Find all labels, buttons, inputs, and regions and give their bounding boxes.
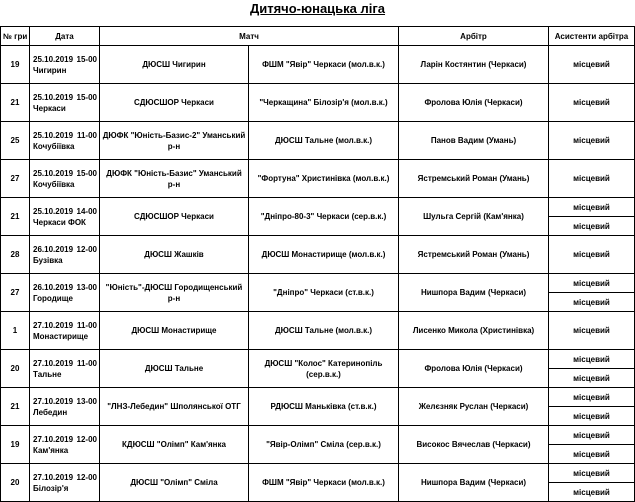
assistant-referee: місцевий [549,198,635,217]
game-number: 1 [1,312,30,350]
match-time: 12-00 [76,434,97,444]
away-team: ДЮСШ Монастирище (мол.в.к.) [249,236,399,274]
away-team: "Дніпро-80-3" Черкаси (сер.в.к.) [249,198,399,236]
match-date-cell [30,84,100,122]
away-team: "Дніпро" Черкаси (ст.в.к.) [249,274,399,312]
match-time: 13-00 [76,282,97,292]
home-team: КДЮСШ "Олімп" Кам'янка [100,426,249,464]
game-number: 25 [1,122,30,160]
match-date: 27.10.2019 [33,434,74,444]
table-row [1,312,635,350]
away-team: РДЮСШ Маньківка (ст.в.к.) [249,388,399,426]
schedule-table [0,26,635,502]
table-row [1,84,635,122]
match-place: Черкаси [33,103,66,113]
match-date: 27.10.2019 [33,472,74,482]
table-row [1,198,635,217]
match-place: Черкаси ФОК [33,217,86,227]
game-number: 20 [1,350,30,388]
header-num: № гри [1,27,30,46]
table-row [1,236,635,274]
referee: Фролова Юлія (Черкаси) [399,350,549,388]
header-match: Матч [100,27,399,46]
game-number: 27 [1,274,30,312]
home-team: ДЮФК "Юність-Базис-2" Уманський р-н [100,122,249,160]
game-number: 21 [1,198,30,236]
match-date-cell [30,388,100,426]
referee: Панов Вадим (Умань) [399,122,549,160]
away-team: "Явір-Олімп" Сміла (сер.в.к.) [249,426,399,464]
match-place: Чигирин [33,65,67,75]
assistant-referee: місцевий [549,369,635,388]
home-team: ДЮСШ Монастирище [100,312,249,350]
table-row [1,350,635,369]
assistant-referee: місцевий [549,350,635,369]
match-time: 12-00 [76,472,97,482]
match-date: 25.10.2019 [33,54,74,64]
away-team: ДЮСШ "Колос" Катеринопіль (сер.в.к.) [249,350,399,388]
match-date-cell [30,122,100,160]
header-referee: Арбітр [399,27,549,46]
table-row [1,122,635,160]
away-team: ДЮСШ Тальне (мол.в.к.) [249,312,399,350]
assistant-referee: місцевий [549,312,635,350]
referee: Ларін Костянтин (Черкаси) [399,46,549,84]
match-time: 13-00 [76,396,97,406]
match-date-cell [30,426,100,464]
match-date: 25.10.2019 [33,168,74,178]
home-team: ДЮСШ Чигирин [100,46,249,84]
referee: Ястремський Роман (Умань) [399,160,549,198]
page-title [0,0,635,20]
match-date: 25.10.2019 [33,130,74,140]
assistant-referee: місцевий [549,84,635,122]
match-time: 15-00 [76,92,97,102]
match-time: 14-00 [76,206,97,216]
home-team: ДЮСШ Тальне [100,350,249,388]
home-team: ДЮФК "Юність-Базис" Уманський р-н [100,160,249,198]
assistant-referee: місцевий [549,122,635,160]
match-date: 26.10.2019 [33,282,74,292]
game-number: 27 [1,160,30,198]
referee: Ястремський Роман (Умань) [399,236,549,274]
match-time: 11-00 [76,358,97,368]
assistant-referee: місцевий [549,274,635,293]
game-number: 19 [1,46,30,84]
match-date-cell [30,350,100,388]
assistant-referee: місцевий [549,236,635,274]
game-number: 20 [1,464,30,502]
match-place: Білозір'я [33,483,69,493]
match-place: Тальне [33,369,62,379]
assistant-referee: місцевий [549,388,635,407]
match-time: 11-00 [76,130,97,140]
match-date: 27.10.2019 [33,358,74,368]
assistant-referee: місцевий [549,445,635,464]
referee: Желєзняк Руслан (Черкаси) [399,388,549,426]
match-place: Бузівка [33,255,63,265]
home-team: "ЛНЗ-Лебедин" Шполянської ОТГ [100,388,249,426]
match-date-cell [30,236,100,274]
match-place: Городище [33,293,73,303]
table-row [1,46,635,84]
game-number: 28 [1,236,30,274]
match-place: Кам'янка [33,445,69,455]
assistant-referee: місцевий [549,46,635,84]
assistant-referee: місцевий [549,464,635,483]
match-time: 12-00 [76,244,97,254]
table-row [1,464,635,483]
match-time: 11-00 [76,320,97,330]
match-place: Кочубіївка [33,141,75,151]
away-team: "Черкащина" Білозір'я (мол.в.к.) [249,84,399,122]
referee: Нишпора Вадим (Черкаси) [399,464,549,502]
away-team: ФШМ "Явір" Черкаси (мол.в.к.) [249,46,399,84]
away-team: ДЮСШ Тальне (мол.в.к.) [249,122,399,160]
table-row [1,274,635,293]
match-date: 25.10.2019 [33,206,74,216]
home-team: ДЮСШ "Олімп" Сміла [100,464,249,502]
game-number: 19 [1,426,30,464]
match-date-cell [30,312,100,350]
table-row [1,388,635,407]
assistant-referee: місцевий [549,293,635,312]
referee: Високос Вячеслав (Черкаси) [399,426,549,464]
header-row [1,27,635,46]
assistant-referee: місцевий [549,426,635,445]
table-row [1,426,635,445]
away-team: ФШМ "Явір" Черкаси (мол.в.к.) [249,464,399,502]
match-date-cell [30,46,100,84]
referee: Нишпора Вадим (Черкаси) [399,274,549,312]
table-row [1,160,635,198]
match-date-cell [30,160,100,198]
match-time: 15-00 [76,54,97,64]
referee: Фролова Юлія (Черкаси) [399,84,549,122]
game-number: 21 [1,84,30,122]
match-place: Кочубіївка [33,179,75,189]
home-team: СДЮСШОР Черкаси [100,84,249,122]
referee: Лисенко Микола (Христинівка) [399,312,549,350]
title-text: Дитячо-юнацька ліга [249,1,386,16]
game-number: 21 [1,388,30,426]
referee: Шульга Сергій (Кам'янка) [399,198,549,236]
assistant-referee: місцевий [549,483,635,502]
match-date: 26.10.2019 [33,244,74,254]
schedule-body [1,46,635,502]
header-date: Дата [30,27,100,46]
home-team: СДЮСШОР Черкаси [100,198,249,236]
assistant-referee: місцевий [549,407,635,426]
home-team: ДЮСШ Жашків [100,236,249,274]
match-date: 27.10.2019 [33,320,74,330]
match-time: 15-00 [76,168,97,178]
match-date-cell [30,274,100,312]
assistant-referee: місцевий [549,217,635,236]
assistant-referee: місцевий [549,160,635,198]
match-place: Монастирище [33,331,89,341]
header-assistants: Асистенти арбітра [549,27,635,46]
match-place: Лебедин [33,407,68,417]
home-team: "Юність"-ДЮСШ Городищенський р-н [100,274,249,312]
away-team: "Фортуна" Христинівка (мол.в.к.) [249,160,399,198]
match-date: 25.10.2019 [33,92,74,102]
match-date-cell [30,198,100,236]
match-date: 27.10.2019 [33,396,74,406]
